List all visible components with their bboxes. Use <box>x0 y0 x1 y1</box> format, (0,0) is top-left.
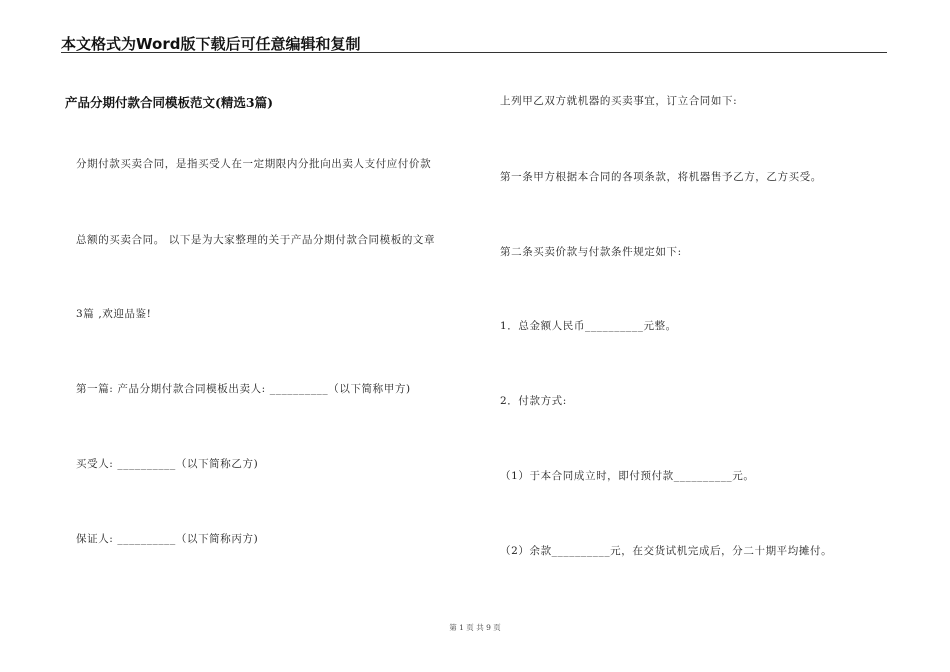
paragraph-line: （1）于本合同成立时，即付预付款__________元。 <box>500 470 755 482</box>
paragraph-line: 买受人: __________（以下简称乙方) <box>76 458 259 470</box>
paragraph-line: 第一条甲方根据本合同的各项条款，将机器售予乙方，乙方买受。 <box>500 171 822 183</box>
paragraph-line: 总额的买卖合同。 以下是为大家整理的关于产品分期付款合同模板的文章 <box>76 234 436 246</box>
paragraph-line: 分期付款买卖合同，是指买受人在一定期限内分批向出卖人支付应付价款 <box>76 158 432 170</box>
document-title: 产品分期付款合同模板范文(精选3篇) <box>65 95 274 110</box>
paragraph-line: 1．总金额人民币__________元整。 <box>500 320 677 332</box>
document-header-title: 本文格式为Word版下载后可任意编辑和复制 <box>61 35 361 53</box>
paragraph-line: （2）余款__________元，在交货试机完成后，分二十期平均摊付。 <box>500 545 833 557</box>
paragraph-line: 保证人: __________（以下简称丙方) <box>76 533 259 545</box>
paragraph-line: 3篇 ,欢迎品鉴! <box>76 308 152 320</box>
paragraph-line: 第一篇: 产品分期付款合同模板出卖人: __________（以下简称甲方) <box>76 383 411 395</box>
header-divider <box>61 52 887 53</box>
paragraph-line: 第二条买卖价款与付款条件规定如下: <box>500 246 682 258</box>
paragraph-line: 上列甲乙双方就机器的买卖事宜，订立合同如下: <box>500 95 738 107</box>
paragraph-line: 2．付款方式: <box>500 395 567 407</box>
page-number-footer: 第 1 页 共 9 页 <box>449 623 501 632</box>
